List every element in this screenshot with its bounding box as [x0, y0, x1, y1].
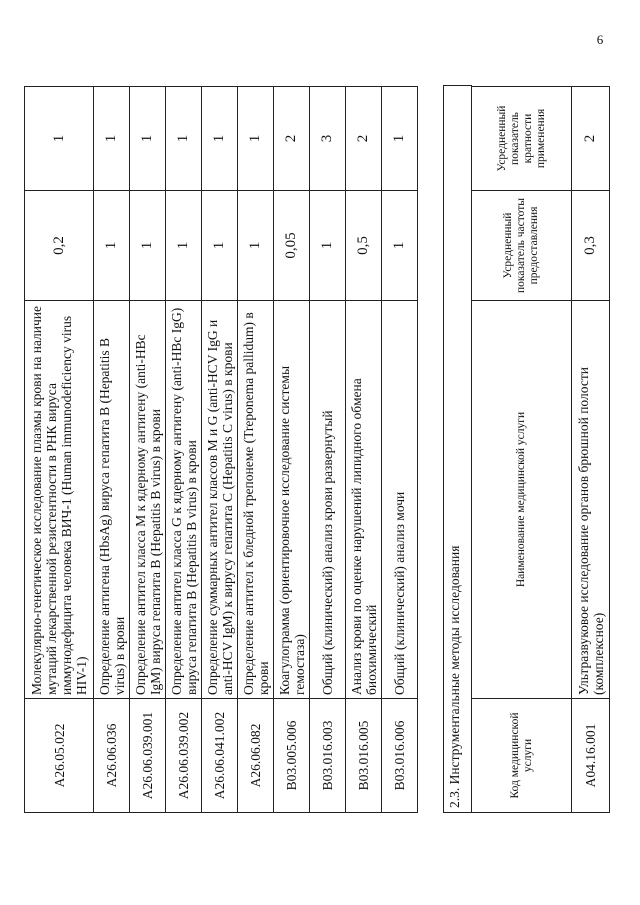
table-row: [166, 87, 202, 813]
service-name: Определение антител класса G к ядерному антигену (anti-HBc IgG) вируса гепатита B (Hepatitis B virus) в крови: [166, 301, 202, 699]
lab-tests-table: [24, 86, 418, 813]
multiplicity-value: 2: [274, 87, 310, 191]
service-code: B03.016.006: [382, 699, 418, 813]
service-code: A26.06.039.001: [130, 699, 166, 813]
table-row: [382, 87, 418, 813]
multiplicity-value: 1: [25, 87, 94, 191]
multiplicity-value: 3: [310, 87, 346, 191]
multiplicity-value: 2: [346, 87, 382, 191]
service-code: A26.06.036: [94, 699, 130, 813]
service-name: Коагулограмма (ориентировочное исследование системы гемостаза): [274, 301, 310, 699]
service-code: A26.06.082: [238, 699, 274, 813]
service-name: Ультразвуковое исследование органов брюшной полости (комплексное): [572, 301, 610, 699]
frequency-value: 1: [238, 191, 274, 301]
service-code: B03.016.005: [346, 699, 382, 813]
service-name: Определение антител к бледной трепонеме (Treponema pallidum) в крови: [238, 301, 274, 699]
header-multiplicity: Усредненный показатель кратности применения: [472, 87, 572, 191]
multiplicity-value: 1: [382, 87, 418, 191]
header-name: Наименование медицинской услуги: [472, 301, 572, 699]
frequency-value: 1: [202, 191, 238, 301]
service-name: Определение суммарных антител классов M и G (anti-HCV IgG и anti-HCV IgM) к вирусу гепатита C (Hepatitis C virus) в крови: [202, 301, 238, 699]
page-number: 6: [596, 31, 604, 47]
service-name: Общий (клинический) анализ крови развернутый: [310, 301, 346, 699]
table-row: [25, 87, 94, 813]
frequency-value: 1: [382, 191, 418, 301]
table-row: [310, 87, 346, 813]
section-title: 2.3. Инструментальные методы исследования: [447, 545, 462, 808]
table-row: [572, 87, 610, 813]
frequency-value: 0,5: [346, 191, 382, 301]
table-header-row: [472, 87, 572, 813]
table-row: [238, 87, 274, 813]
frequency-value: 1: [130, 191, 166, 301]
service-code: B03.005.006: [274, 699, 310, 813]
service-name: Общий (клинический) анализ мочи: [382, 301, 418, 699]
table-row: [202, 87, 238, 813]
service-code: A26.06.041.002: [202, 699, 238, 813]
multiplicity-value: 1: [166, 87, 202, 191]
table-row: [346, 87, 382, 813]
service-code: A04.16.001: [572, 699, 610, 813]
multiplicity-value: 1: [238, 87, 274, 191]
frequency-value: 1: [310, 191, 346, 301]
multiplicity-value: 1: [130, 87, 166, 191]
header-frequency: Усредненный показатель частоты предоставления: [472, 191, 572, 301]
service-code: B03.016.003: [310, 699, 346, 813]
service-code: A26.05.022: [25, 699, 94, 813]
service-name: Определение антител класса M к ядерному антигену (anti-HBc IgM) вируса гепатита B (Hepatitis B virus) в крови: [130, 301, 166, 699]
frequency-value: 0,05: [274, 191, 310, 301]
section-heading-box: [443, 85, 472, 813]
frequency-value: 1: [94, 191, 130, 301]
service-name: Определение антигена (HbsAg) вируса гепатита B (Hepatitis B virus) в крови: [94, 301, 130, 699]
instrumental-methods-table: [471, 86, 610, 813]
header-code: Код медицинской услуги: [472, 699, 572, 813]
table-row: [130, 87, 166, 813]
multiplicity-value: 2: [572, 87, 610, 191]
multiplicity-value: 1: [94, 87, 130, 191]
multiplicity-value: 1: [202, 87, 238, 191]
service-code: A26.06.039.002: [166, 699, 202, 813]
service-name: Молекулярно-генетическое исследование плазмы крови на наличие мутаций лекарственной резистентности в РНК вируса иммунодефицита человека ВИЧ-1 (Human immunodeficiency virus HIV-1): [25, 301, 94, 699]
frequency-value: 1: [166, 191, 202, 301]
table-row: [274, 87, 310, 813]
table-row: [94, 87, 130, 813]
frequency-value: 0,3: [572, 191, 610, 301]
frequency-value: 0,2: [25, 191, 94, 301]
service-name: Анализ крови по оценке нарушений липидного обмена биохимический: [346, 301, 382, 699]
